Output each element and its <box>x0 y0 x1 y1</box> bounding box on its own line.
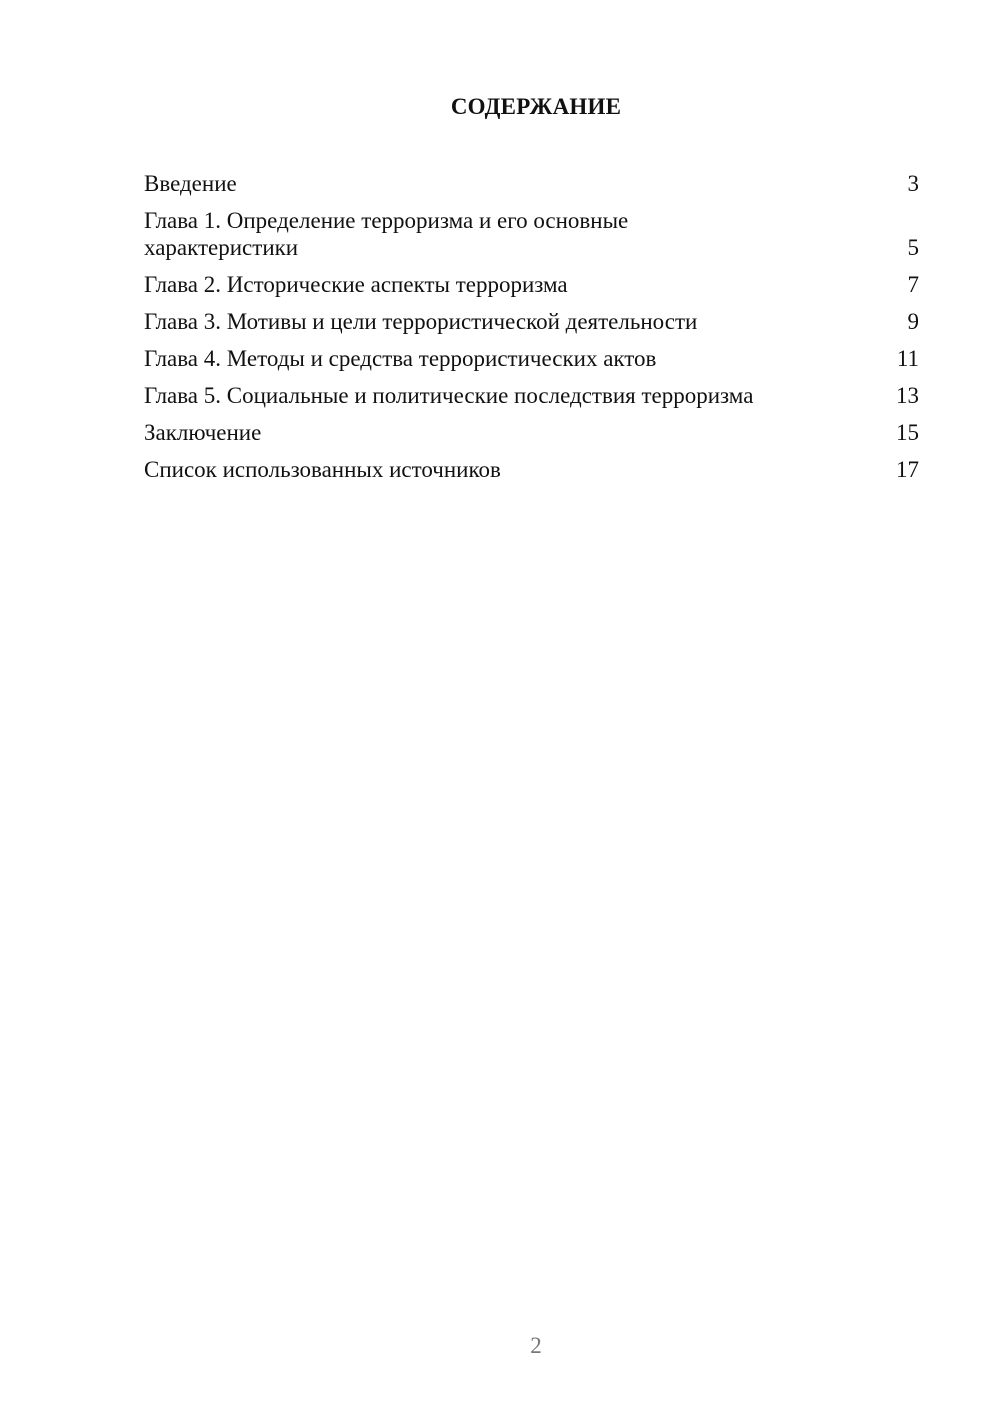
toc-entry-page: 7 <box>907 272 919 297</box>
page-number: 2 <box>530 1333 542 1358</box>
toc-entry-chapter-4 <box>144 345 919 372</box>
toc-entry-page: 17 <box>896 457 919 482</box>
toc-entry-page: 15 <box>896 420 919 445</box>
toc-entry-text: Глава 2. Исторические аспекты терроризма <box>144 272 568 297</box>
toc-entry-text: Глава 1. Определение терроризма и его основные характеристики <box>144 208 629 260</box>
toc-entry-introduction <box>144 170 919 197</box>
toc-entry-text: Глава 4. Методы и средства террористических актов <box>144 346 657 371</box>
toc-entry-text: Заключение <box>144 420 262 445</box>
toc-entry-references <box>144 456 919 483</box>
toc-entry-chapter-5 <box>144 382 919 409</box>
toc-entry-chapter-1 <box>144 207 919 261</box>
toc-entry-conclusion <box>144 419 919 446</box>
toc-entry-chapter-3 <box>144 308 919 335</box>
toc-entry-text: Введение <box>144 171 237 196</box>
toc-entry-page: 11 <box>896 346 919 371</box>
toc-entry-text: Глава 5. Социальные и политические последствия терроризма <box>144 383 754 408</box>
toc-entry-page: 9 <box>907 309 919 334</box>
toc-entry-chapter-2 <box>144 271 919 298</box>
toc-entry-page: 5 <box>907 235 919 260</box>
toc-entry-page: 3 <box>907 171 919 196</box>
toc-entry-page: 13 <box>896 383 919 408</box>
toc-entry-text: Список использованных источников <box>144 457 501 482</box>
toc-entry-text: Глава 3. Мотивы и цели террористической деятельности <box>144 309 698 334</box>
table-of-contents <box>144 170 919 493</box>
toc-heading: СОДЕРЖАНИЕ <box>450 94 622 119</box>
